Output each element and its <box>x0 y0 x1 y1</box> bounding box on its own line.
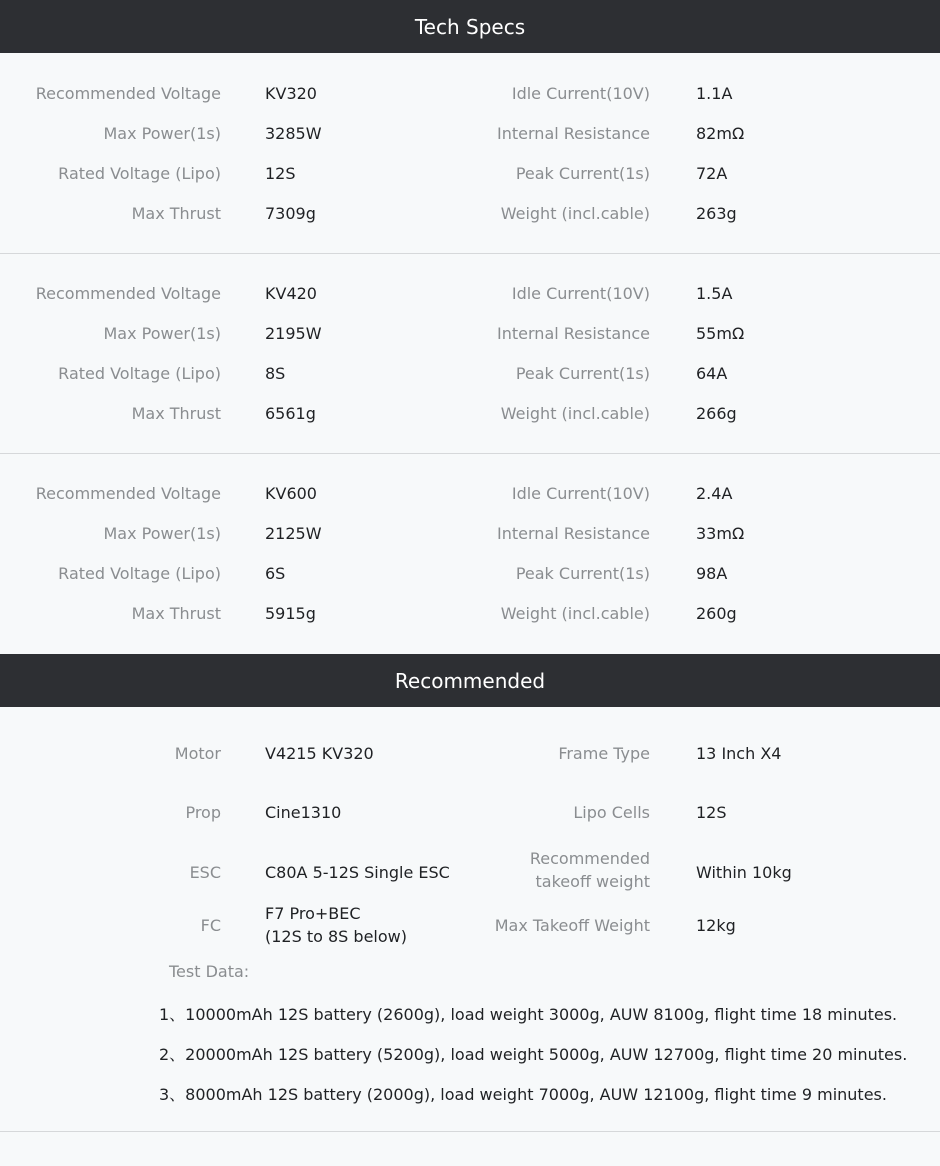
spec-value: 2.4A <box>696 484 733 503</box>
spec-value: 72A <box>696 164 728 183</box>
esc-value: C80A 5-12S Single ESC <box>265 863 450 882</box>
lipo-cells-value: 12S <box>696 803 727 822</box>
lipo-cells-label: Lipo Cells <box>573 803 650 822</box>
recommended-title: Recommended <box>394 668 546 693</box>
spec-value: 260g <box>696 604 737 623</box>
tech-specs-title: Tech Specs <box>414 14 526 39</box>
spec-value: 82mΩ <box>696 124 745 143</box>
spec-value: 3285W <box>265 124 322 143</box>
spec-label: Internal Resistance <box>497 324 650 343</box>
spec-label: Peak Current(1s) <box>515 564 650 583</box>
spec-label: Idle Current(10V) <box>511 284 650 303</box>
fc-value <box>265 902 407 948</box>
spec-block-1 <box>0 54 940 254</box>
spec-label: Max Thrust <box>131 604 221 623</box>
prop-value: Cine1310 <box>265 803 342 822</box>
spec-label: Max Thrust <box>131 404 221 423</box>
fc-value-line-2: (12S to 8S below) <box>265 927 407 946</box>
recommended-block <box>0 707 940 1166</box>
spec-value: KV320 <box>265 84 317 103</box>
recommended-header <box>0 654 940 707</box>
spec-label: Rated Voltage (Lipo) <box>58 564 221 583</box>
spec-value: 266g <box>696 404 737 423</box>
spec-label: Recommended Voltage <box>35 484 221 503</box>
max-takeoff-weight-value: 12kg <box>696 916 736 935</box>
takeoff-label-line-1: Recommended <box>529 849 650 868</box>
spec-value: 7309g <box>265 204 316 223</box>
spec-label: Rated Voltage (Lipo) <box>58 364 221 383</box>
fc-label: FC <box>200 916 221 935</box>
frame-type-label: Frame Type <box>558 744 650 763</box>
fc-value-line-1: F7 Pro+BEC <box>265 904 361 923</box>
test-data-line: 3、8000mAh 12S battery (2000g), load weight 7000g, AUW 12100g, flight time 9 minutes. <box>159 1085 887 1104</box>
motor-value: V4215 KV320 <box>265 744 374 763</box>
spec-value: 2195W <box>265 324 322 343</box>
spec-label: Max Power(1s) <box>103 324 221 343</box>
esc-label: ESC <box>189 863 221 882</box>
spec-value: 5915g <box>265 604 316 623</box>
spec-label: Max Thrust <box>131 204 221 223</box>
spec-value: 64A <box>696 364 728 383</box>
spec-label: Internal Resistance <box>497 124 650 143</box>
recommended-takeoff-weight-label <box>530 847 650 893</box>
spec-label: Peak Current(1s) <box>515 164 650 183</box>
spec-label: Max Power(1s) <box>103 124 221 143</box>
spec-label: Rated Voltage (Lipo) <box>58 164 221 183</box>
spec-label: Max Power(1s) <box>103 524 221 543</box>
spec-value: 98A <box>696 564 728 583</box>
spec-value: 6S <box>265 564 286 583</box>
spec-value: 6561g <box>265 404 316 423</box>
spec-value: KV600 <box>265 484 317 503</box>
spec-label: Idle Current(10V) <box>511 484 650 503</box>
spec-label: Weight (incl.cable) <box>500 404 650 423</box>
test-data-line: 2、20000mAh 12S battery (5200g), load weight 5000g, AUW 12700g, flight time 20 minutes. <box>159 1045 908 1064</box>
test-data-line: 1、10000mAh 12S battery (2600g), load weight 3000g, AUW 8100g, flight time 18 minutes. <box>159 1005 898 1024</box>
spec-value: 263g <box>696 204 737 223</box>
spec-label: Recommended Voltage <box>35 284 221 303</box>
spec-label: Internal Resistance <box>497 524 650 543</box>
spec-value: 1.5A <box>696 284 733 303</box>
spec-block-2 <box>0 254 940 454</box>
spec-value: 33mΩ <box>696 524 745 543</box>
spec-value: 8S <box>265 364 286 383</box>
spec-label: Idle Current(10V) <box>511 84 650 103</box>
spec-value: 12S <box>265 164 296 183</box>
spec-value: KV420 <box>265 284 317 303</box>
spec-value: 1.1A <box>696 84 733 103</box>
spec-label: Peak Current(1s) <box>515 364 650 383</box>
spec-block-3 <box>0 454 940 654</box>
max-takeoff-weight-label: Max Takeoff Weight <box>494 916 650 935</box>
prop-label: Prop <box>185 803 221 822</box>
test-data-title: Test Data: <box>169 962 250 981</box>
tech-specs-header <box>0 0 940 53</box>
motor-label: Motor <box>174 744 221 763</box>
frame-type-value: 13 Inch X4 <box>696 744 782 763</box>
spec-label: Weight (incl.cable) <box>500 604 650 623</box>
spec-label: Weight (incl.cable) <box>500 204 650 223</box>
spec-label: Recommended Voltage <box>35 84 221 103</box>
recommended-takeoff-weight-value: Within 10kg <box>696 863 792 882</box>
spec-value: 55mΩ <box>696 324 745 343</box>
divider <box>0 1131 940 1132</box>
takeoff-label-line-2: takeoff weight <box>535 872 650 891</box>
spec-value: 2125W <box>265 524 322 543</box>
